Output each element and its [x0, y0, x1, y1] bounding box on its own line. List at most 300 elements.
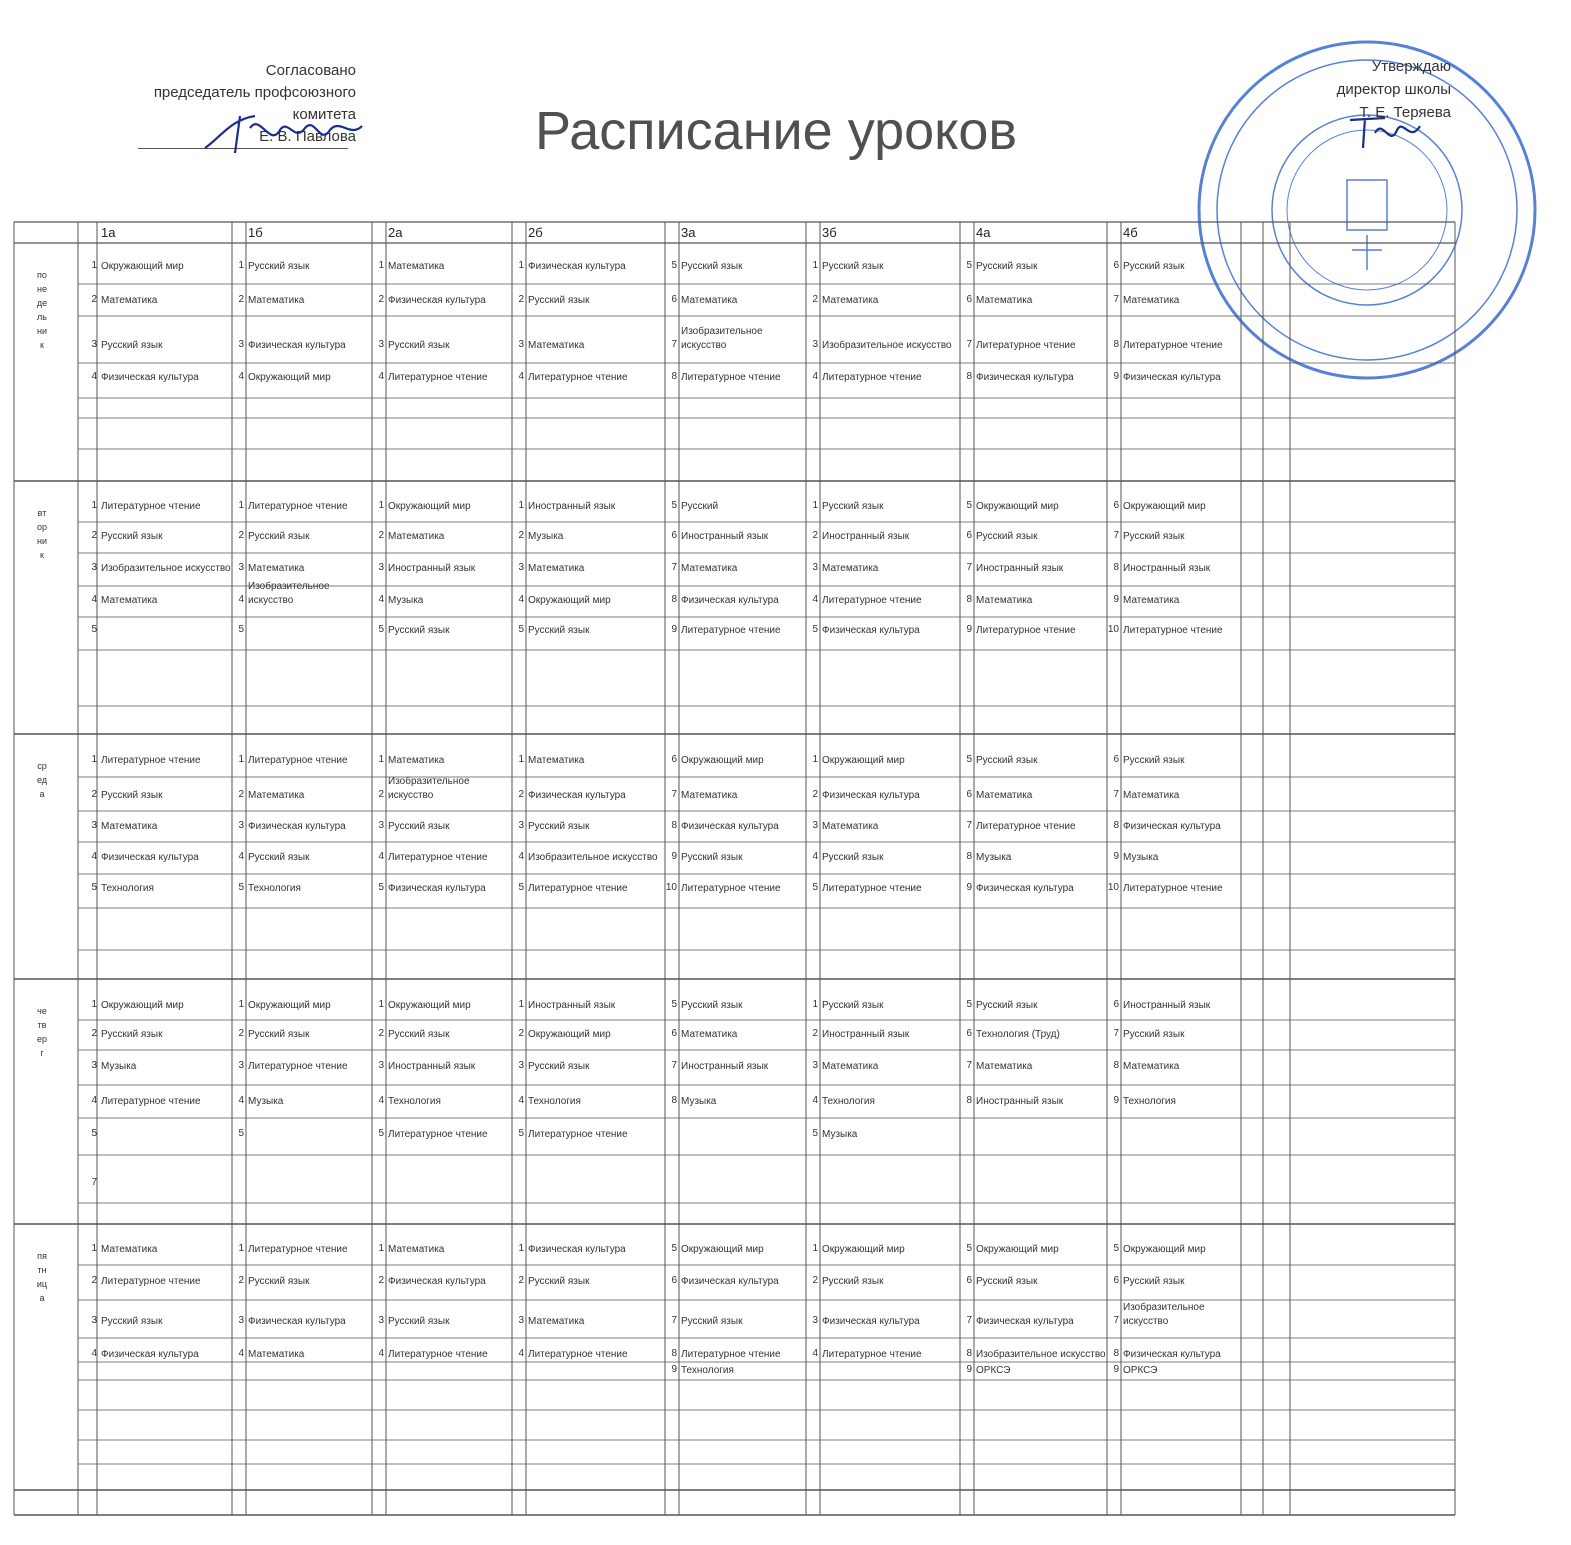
lesson-number: 4	[91, 594, 97, 605]
lesson-subject: Физическая культура	[248, 340, 346, 351]
signature-left	[200, 108, 370, 160]
lesson-subject: Литературное чтение	[248, 1244, 348, 1255]
lesson-subject: Литературное чтение	[101, 755, 201, 766]
lesson-subject: Математика	[976, 1061, 1033, 1072]
lesson-number: 1	[378, 754, 384, 765]
lesson-subject: Иностранный язык	[681, 531, 769, 542]
lesson-subject: Русский язык	[681, 261, 743, 272]
lesson-number: 7	[671, 562, 677, 573]
lesson-subject: Русский язык	[1123, 755, 1185, 766]
lesson-subject: Музыка	[101, 1061, 137, 1072]
lesson-subject: Русский язык	[976, 261, 1038, 272]
lesson-subject: Физическая культура	[388, 295, 486, 306]
lesson-number: 2	[518, 1028, 524, 1039]
day-label: четверг	[36, 1006, 47, 1058]
lesson-subject: Русский язык	[1123, 531, 1185, 542]
lesson-subject: Физическая культура	[248, 1316, 346, 1327]
lesson-number: 2	[378, 1028, 384, 1039]
lesson-number: 8	[671, 1095, 677, 1106]
lesson-subject: Окружающий мир	[388, 1000, 471, 1011]
lesson-number: 3	[238, 339, 244, 350]
lesson-number: 5	[91, 624, 97, 635]
lesson-subject: Литературное чтение	[528, 372, 628, 383]
lesson-number: 1	[518, 1243, 524, 1254]
lesson-number: 5	[518, 882, 524, 893]
lesson-subject: Иностранный язык	[976, 1096, 1064, 1107]
lesson-subject: Математика	[248, 790, 305, 801]
lesson-subject: Физическая культура	[681, 595, 779, 606]
lesson-subject: Литературное чтение	[1123, 625, 1223, 636]
lesson-number: 4	[812, 1095, 818, 1106]
lesson-subject: ОРКСЭ	[1123, 1365, 1158, 1376]
lesson-subject: Русский язык	[248, 1276, 310, 1287]
lesson-subject: Русский язык	[248, 852, 310, 863]
lesson-subject: Русский язык	[248, 531, 310, 542]
lesson-subject: Технология	[528, 1096, 581, 1107]
lesson-number: 5	[966, 1243, 972, 1254]
lesson-number: 2	[91, 294, 97, 305]
lesson-number: 3	[378, 562, 384, 573]
lesson-subject: Литературное чтение	[822, 1349, 922, 1360]
lesson-subject: Литературное чтение	[976, 625, 1076, 636]
lesson-subject: Литературное чтение	[822, 595, 922, 606]
lesson-number: 6	[671, 294, 677, 305]
lesson-subject: Физическая культура	[528, 1244, 626, 1255]
lesson-number: 9	[1113, 851, 1119, 862]
lesson-subject: Физическая культура	[681, 1276, 779, 1287]
lesson-subject: Музыка	[681, 1096, 717, 1107]
lesson-number: 6	[671, 754, 677, 765]
lesson-subject: Русский язык	[528, 1276, 590, 1287]
lesson-number: 2	[812, 530, 818, 541]
lesson-subject: Математика	[388, 531, 445, 542]
lesson-number: 3	[812, 1315, 818, 1326]
lesson-subject: Литературное чтение	[822, 372, 922, 383]
lesson-number: 10	[665, 882, 677, 893]
lesson-number: 7	[1113, 294, 1119, 305]
lesson-number: 2	[91, 530, 97, 541]
lesson-subject: Иностранный язык	[822, 531, 910, 542]
lesson-subject: Физическая культура	[388, 1276, 486, 1287]
lesson-number: 2	[518, 1275, 524, 1286]
lesson-number: 5	[671, 999, 677, 1010]
lesson-subject: Математика	[101, 595, 158, 606]
lesson-number: 9	[966, 624, 972, 635]
lesson-subject: Математика	[822, 821, 879, 832]
lesson-number: 6	[1113, 999, 1119, 1010]
lesson-number: 7	[671, 339, 677, 350]
lesson-number: 4	[91, 1348, 97, 1359]
lesson-subject: Математика	[248, 295, 305, 306]
lesson-number: 9	[966, 1364, 972, 1375]
lesson-number: 6	[671, 1275, 677, 1286]
lesson-subject: Литературное чтение	[681, 372, 781, 383]
lesson-subject: Математика	[528, 563, 585, 574]
lesson-subject: Физическая культура	[681, 821, 779, 832]
lesson-number: 1	[91, 999, 97, 1010]
lesson-number: 3	[378, 1315, 384, 1326]
lesson-number: 3	[812, 562, 818, 573]
lesson-number: 7	[1113, 1028, 1119, 1039]
lesson-number: 6	[671, 1028, 677, 1039]
lesson-subject: Русский язык	[976, 1276, 1038, 1287]
lesson-subject: Физическая культура	[976, 372, 1074, 383]
lesson-subject: Математика	[681, 563, 738, 574]
lesson-number: 1	[378, 260, 384, 271]
lesson-number: 4	[518, 1348, 524, 1359]
lesson-number: 3	[238, 1315, 244, 1326]
lesson-number: 2	[238, 1275, 244, 1286]
lesson-number: 10	[1107, 882, 1119, 893]
lesson-number: 2	[91, 789, 97, 800]
lesson-subject: Математика	[528, 1316, 585, 1327]
lesson-subject: Технология	[248, 883, 301, 894]
lesson-subject: Русский язык	[101, 1316, 163, 1327]
lesson-subject: Русский язык	[1123, 1276, 1185, 1287]
lesson-number: 1	[238, 999, 244, 1010]
lesson-number: 3	[238, 820, 244, 831]
lesson-subject: Русский язык	[388, 1029, 450, 1040]
lesson-number: 6	[1113, 500, 1119, 511]
lesson-number: 4	[91, 851, 97, 862]
lesson-number: 8	[671, 594, 677, 605]
lesson-subject: Математика	[822, 1061, 879, 1072]
lesson-subject: Технология	[101, 883, 154, 894]
lesson-subject: Математика	[681, 1029, 738, 1040]
lesson-number: 10	[1107, 624, 1119, 635]
lesson-number: 5	[671, 1243, 677, 1254]
lesson-subject: Русский язык	[1123, 261, 1185, 272]
lesson-number: 5	[966, 999, 972, 1010]
lesson-number: 5	[671, 500, 677, 511]
lesson-number: 8	[966, 371, 972, 382]
lesson-number: 8	[966, 1348, 972, 1359]
lesson-number: 8	[1113, 562, 1119, 573]
lesson-subject: Русский язык	[528, 1061, 590, 1072]
lesson-number: 4	[238, 1348, 244, 1359]
lesson-subject: Русский язык	[681, 852, 743, 863]
lesson-number: 2	[378, 1275, 384, 1286]
lesson-number: 1	[518, 754, 524, 765]
lesson-number: 2	[238, 294, 244, 305]
lesson-subject: Математика	[1123, 1061, 1180, 1072]
lesson-number: 6	[966, 530, 972, 541]
lesson-number: 1	[518, 999, 524, 1010]
lesson-number: 3	[518, 339, 524, 350]
lesson-number: 8	[671, 1348, 677, 1359]
lesson-number: 5	[966, 500, 972, 511]
approval-name: Е. В. Павлова	[259, 128, 356, 145]
lesson-number: 3	[378, 339, 384, 350]
lesson-subject: Музыка	[528, 531, 564, 542]
lesson-subject: Физическая культура	[822, 625, 920, 636]
lesson-number: 3	[518, 820, 524, 831]
lesson-subject: Математика	[976, 595, 1033, 606]
lesson-number: 2	[378, 530, 384, 541]
lesson-subject: Математика	[1123, 790, 1180, 801]
lesson-subject: Технология	[1123, 1096, 1176, 1107]
approval-line-1: Согласовано	[265, 62, 356, 79]
class-header: 3а	[681, 225, 696, 240]
lesson-number: 9	[671, 1364, 677, 1375]
lesson-subject: Русский язык	[101, 531, 163, 542]
lesson-number: 5	[518, 1128, 524, 1139]
lesson-subject: Русский язык	[681, 1316, 743, 1327]
lesson-subject: Технология (Труд)	[976, 1029, 1060, 1040]
lesson-subject: Физическая культура	[1123, 372, 1221, 383]
lesson-number: 2	[518, 789, 524, 800]
lesson-subject: Окружающий мир	[1123, 1244, 1206, 1255]
lesson-number: 5	[966, 754, 972, 765]
lesson-subject: Иностранный язык	[1123, 563, 1211, 574]
lesson-subject: Иностранный язык	[822, 1029, 910, 1040]
lesson-number: 5	[91, 882, 97, 893]
lesson-subject: Литературное чтение	[248, 501, 348, 512]
lesson-number: 5	[378, 1128, 384, 1139]
lesson-number: 6	[671, 530, 677, 541]
lesson-number: 5	[812, 882, 818, 893]
lesson-subject: Математика	[528, 755, 585, 766]
lesson-number: 9	[1113, 371, 1119, 382]
lesson-subject: Математика	[681, 295, 738, 306]
lesson-subject: Русский язык	[976, 755, 1038, 766]
lesson-subject: Русский язык	[101, 790, 163, 801]
class-header: 2б	[528, 225, 543, 240]
lesson-number: 1	[812, 260, 818, 271]
lesson-number: 4	[91, 1095, 97, 1106]
lesson-number: 2	[238, 1028, 244, 1039]
lesson-subject: Литературное чтение	[388, 1349, 488, 1360]
lesson-number: 5	[812, 624, 818, 635]
lesson-number: 5	[238, 882, 244, 893]
lesson-number: 7	[671, 1315, 677, 1326]
lesson-subject: Литературное чтение	[248, 1061, 348, 1072]
lesson-number: 4	[238, 851, 244, 862]
lesson-number: 3	[518, 1315, 524, 1326]
lesson-number: 5	[378, 624, 384, 635]
lesson-number: 5	[966, 260, 972, 271]
lesson-number: 4	[518, 1095, 524, 1106]
lesson-number: 4	[378, 1348, 384, 1359]
lesson-subject: Русский язык	[528, 625, 590, 636]
lesson-number: 1	[238, 500, 244, 511]
lesson-subject: Окружающий мир	[248, 1000, 331, 1011]
lesson-subject: Физическая культура	[388, 883, 486, 894]
lesson-number: 1	[518, 260, 524, 271]
lesson-subject: Окружающий мир	[976, 1244, 1059, 1255]
lesson-subject: Иностранный язык	[681, 1061, 769, 1072]
lesson-subject: Физическая культура	[248, 821, 346, 832]
lesson-number: 3	[91, 1315, 97, 1326]
lesson-subject: Окружающий мир	[528, 595, 611, 606]
lesson-subject: Литературное чтение	[528, 883, 628, 894]
lesson-subject: Физическая культура	[101, 1349, 199, 1360]
lesson-subject: Физическая культура	[101, 372, 199, 383]
lesson-number: 4	[812, 1348, 818, 1359]
lesson-number: 2	[238, 530, 244, 541]
lesson-number: 1	[91, 500, 97, 511]
lesson-number: 7	[966, 1060, 972, 1071]
lesson-number: 6	[966, 1275, 972, 1286]
lesson-number: 6	[1113, 260, 1119, 271]
lesson-subject: Изобразительное искусство	[248, 581, 330, 606]
lesson-number: 1	[378, 1243, 384, 1254]
lesson-subject: Литературное чтение	[528, 1349, 628, 1360]
lesson-number: 5	[378, 882, 384, 893]
lesson-subject: Математика	[101, 821, 158, 832]
lesson-number: 8	[1113, 820, 1119, 831]
lesson-subject: Русский язык	[101, 340, 163, 351]
lesson-subject: Окружающий мир	[1123, 501, 1206, 512]
lesson-subject: Физическая культура	[528, 790, 626, 801]
approval-line-3: комитета	[292, 106, 356, 123]
lesson-number: 2	[518, 530, 524, 541]
lesson-subject: Литературное чтение	[388, 372, 488, 383]
lesson-subject: Литературное чтение	[101, 1276, 201, 1287]
lesson-subject: Физическая культура	[528, 261, 626, 272]
lesson-subject: Русский язык	[101, 1029, 163, 1040]
lesson-subject: Иностранный язык	[388, 1061, 476, 1072]
lesson-subject: Русский язык	[822, 501, 884, 512]
lesson-subject: ОРКСЭ	[976, 1365, 1011, 1376]
lesson-number: 8	[1113, 1348, 1119, 1359]
lesson-subject: Русский язык	[388, 340, 450, 351]
lesson-number: 4	[378, 1095, 384, 1106]
lesson-subject: Изобразительное искусство	[388, 776, 470, 801]
lesson-number: 4	[238, 594, 244, 605]
lesson-subject: Русский язык	[822, 1276, 884, 1287]
lesson-subject: Русский язык	[388, 1316, 450, 1327]
lesson-number: 1	[812, 999, 818, 1010]
lesson-subject: Литературное чтение	[681, 1349, 781, 1360]
lesson-subject: Русский язык	[976, 531, 1038, 542]
lesson-subject: Изобразительное искусство	[101, 563, 231, 574]
lesson-subject: Русский язык	[976, 1000, 1038, 1011]
lesson-subject: Русский язык	[528, 821, 590, 832]
signature-right	[1345, 108, 1425, 154]
lesson-subject: Литературное чтение	[822, 883, 922, 894]
lesson-subject: Математика	[388, 755, 445, 766]
lesson-number: 9	[671, 624, 677, 635]
lesson-number: 5	[518, 624, 524, 635]
lesson-subject: Иностранный язык	[388, 563, 476, 574]
lesson-number: 2	[812, 1028, 818, 1039]
day-label: среда	[36, 761, 48, 799]
lesson-number: 3	[518, 562, 524, 573]
lesson-subject: Музыка	[1123, 852, 1159, 863]
lesson-subject: Математика	[248, 563, 305, 574]
lesson-subject: Математика	[1123, 595, 1180, 606]
lesson-subject: Литературное чтение	[976, 340, 1076, 351]
lesson-number: 3	[378, 1060, 384, 1071]
lesson-number: 6	[966, 789, 972, 800]
lesson-number: 3	[518, 1060, 524, 1071]
lesson-number: 2	[91, 1028, 97, 1039]
lesson-subject: Математика	[976, 790, 1033, 801]
class-header: 2а	[388, 225, 403, 240]
lesson-subject: Математика	[1123, 295, 1180, 306]
lesson-subject: Физическая культура	[822, 1316, 920, 1327]
lesson-number: 6	[966, 1028, 972, 1039]
lesson-subject: Математика	[976, 295, 1033, 306]
lesson-subject: Иностранный язык	[1123, 1000, 1211, 1011]
lesson-subject: Окружающий мир	[976, 501, 1059, 512]
lesson-number: 5	[91, 1128, 97, 1139]
lesson-number: 4	[518, 594, 524, 605]
lesson-subject: Музыка	[388, 595, 424, 606]
lesson-subject: Окружающий мир	[101, 261, 184, 272]
lesson-number: 2	[812, 1275, 818, 1286]
class-header: 1б	[248, 225, 263, 240]
lesson-number: 2	[518, 294, 524, 305]
lesson-subject: Математика	[822, 295, 879, 306]
lesson-subject: Иностранный язык	[528, 501, 616, 512]
lesson-subject: Математика	[388, 1244, 445, 1255]
lesson-number: 8	[1113, 339, 1119, 350]
lesson-number: 2	[812, 294, 818, 305]
lesson-number: 1	[812, 1243, 818, 1254]
lesson-number: 4	[378, 594, 384, 605]
lesson-subject: Литературное чтение	[681, 625, 781, 636]
lesson-number: 4	[518, 851, 524, 862]
lesson-subject: Русский язык	[681, 1000, 743, 1011]
lesson-number: 3	[812, 820, 818, 831]
lesson-subject: Математика	[248, 1349, 305, 1360]
lesson-subject: Окружающий мир	[822, 755, 905, 766]
lesson-number: 1	[238, 260, 244, 271]
lesson-number: 3	[378, 820, 384, 831]
lesson-number: 3	[238, 1060, 244, 1071]
lesson-number: 2	[238, 789, 244, 800]
lesson-subject: Окружающий мир	[388, 501, 471, 512]
lesson-number: 1	[91, 754, 97, 765]
lesson-subject: Иностранный язык	[528, 1000, 616, 1011]
lesson-subject: Изобразительное искусство	[681, 326, 763, 351]
lesson-number: 2	[812, 789, 818, 800]
lesson-number: 7	[966, 820, 972, 831]
lesson-number: 2	[378, 789, 384, 800]
lesson-subject: Математика	[388, 261, 445, 272]
lesson-number: 9	[1113, 1364, 1119, 1375]
lesson-subject: Математика	[822, 563, 879, 574]
lesson-number: 1	[238, 1243, 244, 1254]
lesson-number: 8	[966, 1095, 972, 1106]
lesson-number: 1	[378, 999, 384, 1010]
lesson-number: 4	[518, 371, 524, 382]
lesson-subject: Литературное чтение	[1123, 340, 1223, 351]
lesson-subject: Литературное чтение	[1123, 883, 1223, 894]
lesson-subject: Русский язык	[248, 1029, 310, 1040]
lesson-subject: Литературное чтение	[388, 852, 488, 863]
lesson-subject: Окружающий мир	[248, 372, 331, 383]
lesson-number: 7	[91, 1177, 97, 1188]
lesson-subject: Физическая культура	[976, 1316, 1074, 1327]
lesson-number: 2	[91, 1275, 97, 1286]
lesson-subject: Технология	[822, 1096, 875, 1107]
class-header: 4б	[1123, 225, 1138, 240]
lesson-subject: Изобразительное искусство	[528, 852, 658, 863]
lesson-subject: Литературное чтение	[101, 501, 201, 512]
director-line-1: Утверждаю	[1371, 58, 1451, 75]
lesson-number: 4	[812, 371, 818, 382]
lesson-number: 9	[1113, 594, 1119, 605]
lesson-subject: Литературное чтение	[528, 1129, 628, 1140]
lesson-subject: Русский язык	[388, 821, 450, 832]
lesson-number: 9	[671, 851, 677, 862]
lesson-number: 3	[812, 1060, 818, 1071]
lesson-number: 4	[378, 851, 384, 862]
lesson-number: 3	[91, 339, 97, 350]
